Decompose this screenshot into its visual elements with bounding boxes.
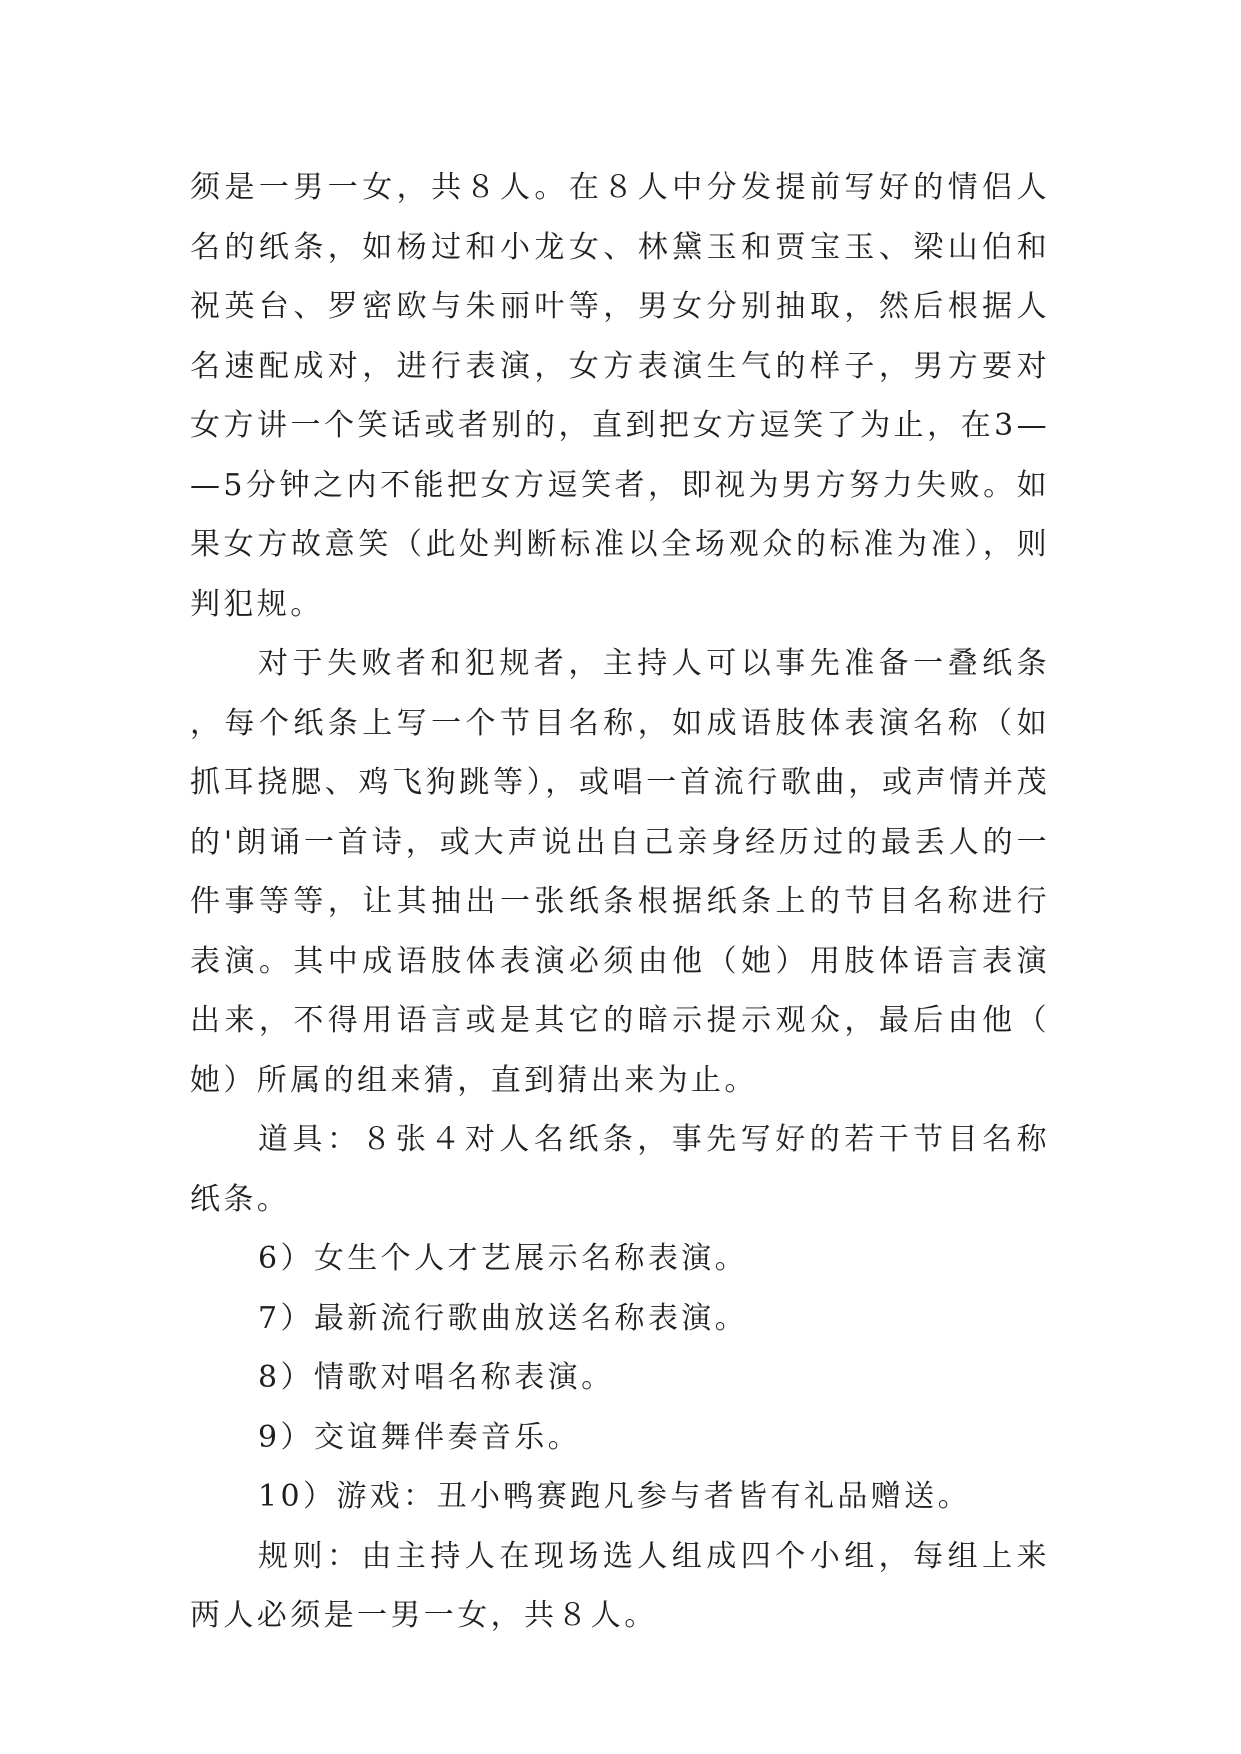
list-item-9: 9）交谊舞伴奏音乐。 [258, 1419, 582, 1455]
list-item-7: 7）最新流行歌曲放送名称表演。 [258, 1300, 749, 1336]
document-body [190, 158, 1050, 1646]
paragraph-props: 道具：８张４对人名纸条，事先写好的若干节目名称纸条。 [190, 1122, 1050, 1217]
paragraph-penalty: 对于失败者和犯规者，主持人可以事先准备一叠纸条，每个纸条上写一个节目名称，如成语肢体表演名称（如抓耳挠腮、鸡飞狗跳等），或唱一首流行歌曲，或声情并茂的'朗诵一首诗，或大声说出自己亲身经历过的最丢人的一件事等等，让其抽出一张纸条根据纸条上的节目名称进行表演。其中成语肢体表演必须由他（她）用肢体语言表演出来，不得用语言或是其它的暗示提示观众，最后由他（她）所属的组来猜，直到猜出来为止。 [190, 646, 1050, 1098]
list-item-10: 10）游戏：丑小鸭赛跑凡参与者皆有礼品赠送。 [258, 1479, 971, 1514]
list-item-8: 8）情歌对唱名称表演。 [258, 1360, 615, 1395]
list-item-6: 6）女生个人才艺展示名称表演。 [258, 1241, 749, 1276]
paragraph-game-rules-continued: 须是一男一女，共８人。在８人中分发提前写好的情侣人名的纸条，如杨过和小龙女、林黛玉和贾宝玉、梁山伯和祝英台、罗密欧与朱丽叶等，男女分别抽取，然后根据人名速配成对，进行表演，女方表演生气的样子，男方要对女方讲一个笑话或者别的，直到把女方逗笑了为止，在3——5分钟之内不能把女方逗笑者，即视为男方努力失败。如果女方故意笑（此处判断标准以全场观众的标准为准），则判犯规。 [190, 170, 1050, 622]
paragraph-rules: 规则：由主持人在现场选人组成四个小组，每组上来两人必须是一男一女，共８人。 [190, 1538, 1050, 1633]
